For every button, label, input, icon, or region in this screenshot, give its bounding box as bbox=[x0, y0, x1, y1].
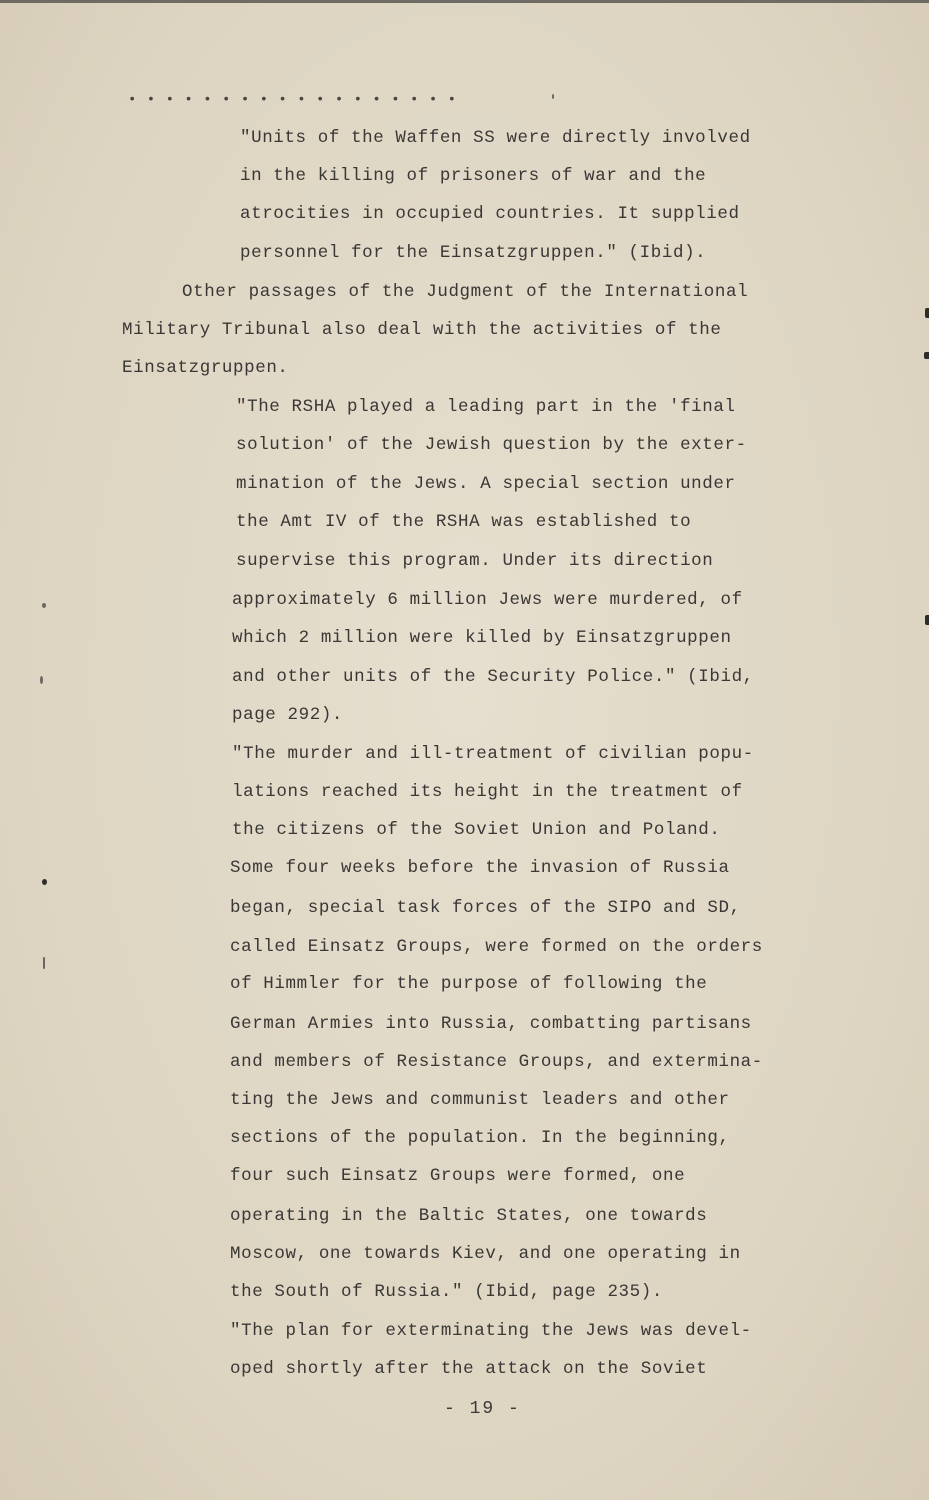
speck bbox=[40, 676, 43, 684]
text-line: operating in the Baltic States, one towards bbox=[230, 1206, 708, 1226]
speck bbox=[42, 879, 47, 885]
speck bbox=[43, 957, 45, 969]
text-line: Other passages of the Judgment of the International bbox=[182, 282, 749, 302]
text-line: solution' of the Jewish question by the exter- bbox=[236, 435, 747, 455]
text-line: the citizens of the Soviet Union and Poland. bbox=[232, 820, 721, 840]
ellipsis-dots: • • • • • • • • • • • • • • • • • • bbox=[128, 92, 458, 108]
text-line: mination of the Jews. A special section under bbox=[236, 474, 736, 494]
text-line: "The murder and ill-treatment of civilian popu- bbox=[232, 744, 754, 764]
text-line: called Einsatz Groups, were formed on the orders bbox=[230, 937, 763, 957]
text-line: which 2 million were killed by Einsatzgruppen bbox=[232, 628, 732, 648]
text-line: personnel for the Einsatzgruppen." (Ibid). bbox=[240, 243, 707, 263]
speck bbox=[42, 603, 46, 608]
text-line: began, special task forces of the SIPO and SD, bbox=[230, 898, 741, 918]
text-line: in the killing of prisoners of war and the bbox=[240, 166, 707, 186]
text-line: ting the Jews and communist leaders and other bbox=[230, 1090, 730, 1110]
text-line: "Units of the Waffen SS were directly involved bbox=[240, 128, 751, 148]
text-line: of Himmler for the purpose of following the bbox=[230, 974, 708, 994]
text-line: supervise this program. Under its direction bbox=[236, 551, 714, 571]
text-line: four such Einsatz Groups were formed, one bbox=[230, 1166, 686, 1186]
text-line: Military Tribunal also deal with the activities of the bbox=[122, 320, 722, 340]
text-line: German Armies into Russia, combatting partisans bbox=[230, 1014, 752, 1034]
text-line: and members of Resistance Groups, and extermina- bbox=[230, 1052, 763, 1072]
text-line: approximately 6 million Jews were murdered, of bbox=[232, 590, 743, 610]
text-line: Einsatzgruppen. bbox=[122, 358, 289, 378]
text-line: the Amt IV of the RSHA was established to bbox=[236, 512, 692, 532]
text-line: the South of Russia." (Ibid, page 235). bbox=[230, 1282, 663, 1302]
speck bbox=[552, 94, 554, 99]
text-line: page 292). bbox=[232, 705, 344, 725]
binding-mark bbox=[924, 352, 929, 359]
text-line: sections of the population. In the beginning, bbox=[230, 1128, 730, 1148]
text-line: oped shortly after the attack on the Soviet bbox=[230, 1359, 708, 1379]
text-line: Some four weeks before the invasion of Russia bbox=[230, 858, 730, 878]
text-line: atrocities in occupied countries. It supplied bbox=[240, 204, 740, 224]
binding-mark bbox=[925, 308, 929, 318]
text-line: "The plan for exterminating the Jews was devel- bbox=[230, 1321, 752, 1341]
text-line: Moscow, one towards Kiev, and one operating in bbox=[230, 1244, 741, 1264]
text-line: and other units of the Security Police." (Ibid, bbox=[232, 667, 754, 687]
text-line: "The RSHA played a leading part in the 'final bbox=[236, 397, 736, 417]
top-edge-divider bbox=[0, 0, 929, 3]
binding-mark bbox=[925, 615, 929, 625]
text-line: lations reached its height in the treatment of bbox=[232, 782, 743, 802]
page-number: - 19 - bbox=[444, 1399, 521, 1419]
